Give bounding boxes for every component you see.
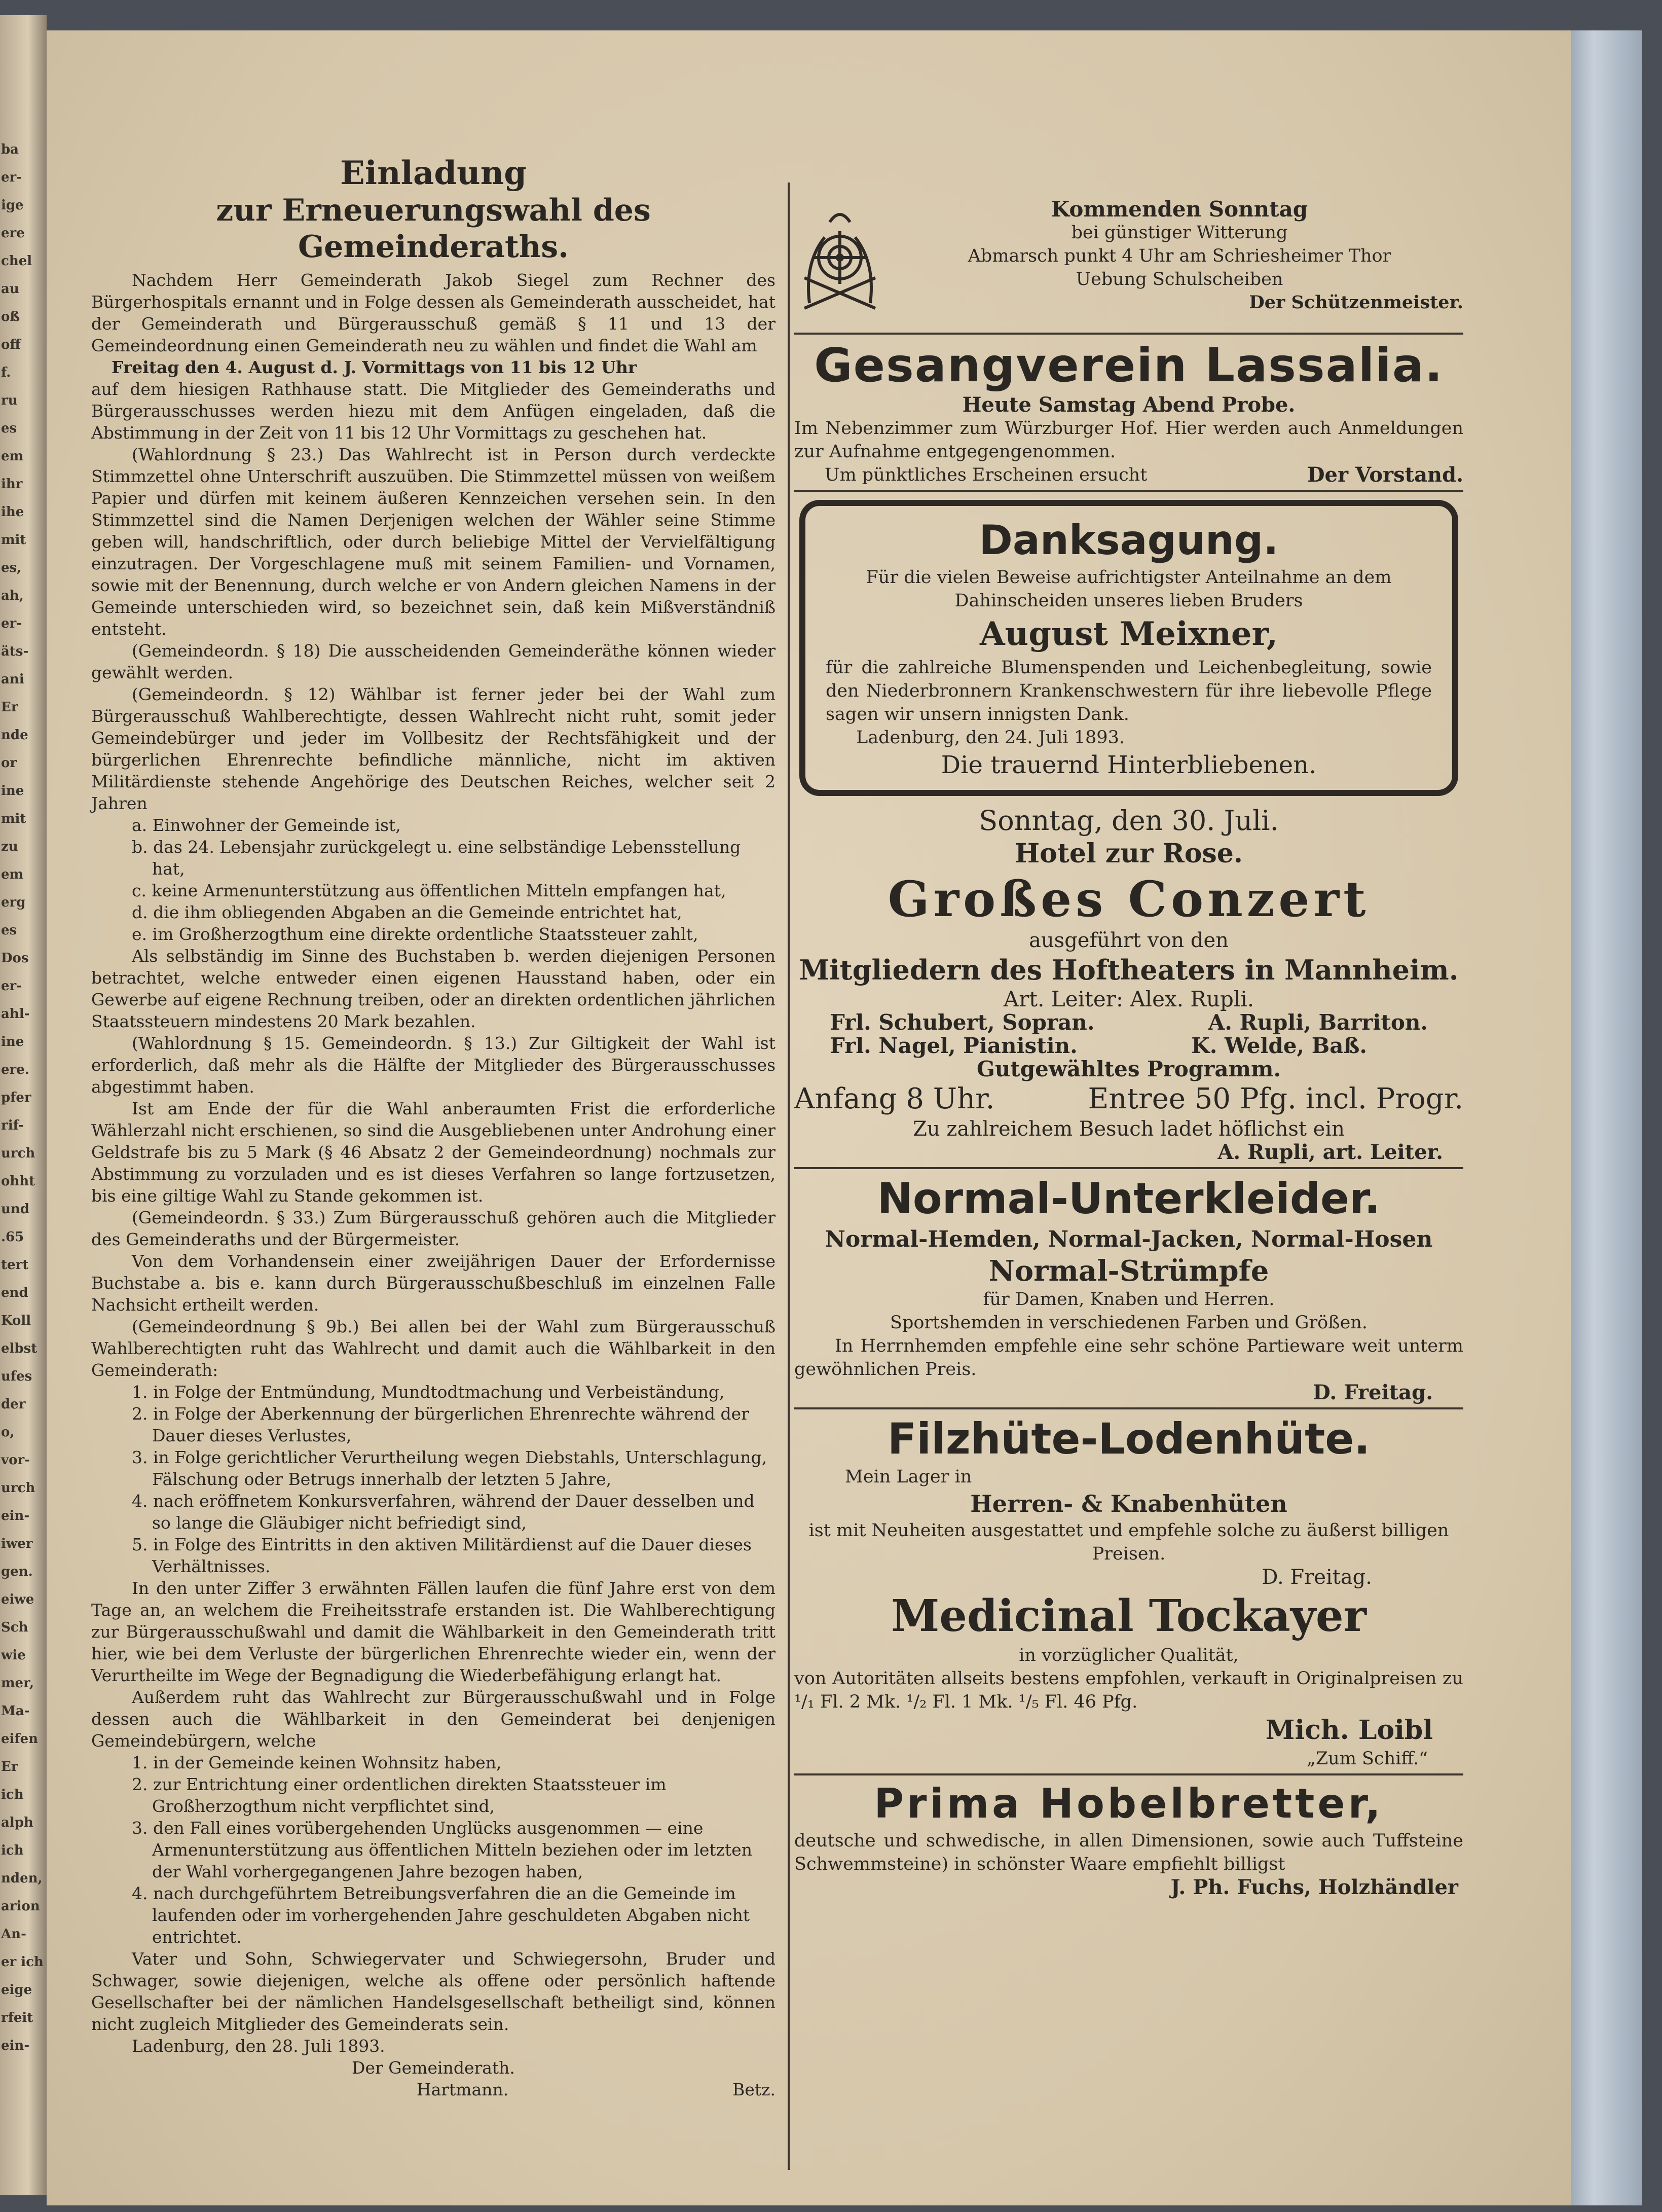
ad-performer: Frl. Schubert, Sopran. xyxy=(830,1010,1095,1035)
margin-fragment: eige xyxy=(1,1982,32,1998)
left-column xyxy=(91,155,775,2100)
margin-fragment: eifen xyxy=(1,1731,39,1747)
margin-fragment: end xyxy=(1,1285,28,1300)
margin-fragment: ine xyxy=(1,783,24,799)
list-item: e. im Großherzogthum eine direkte ordentliche Staatssteuer zahlt, xyxy=(132,924,698,944)
ad-line: Um pünktliches Erscheinen ersucht xyxy=(825,465,1148,485)
ad-line: Entree 50 Pfg. incl. Progr. xyxy=(1088,1082,1463,1115)
ad-divider xyxy=(794,333,1463,335)
ad-title: Prima Hobelbretter, xyxy=(874,1780,1384,1827)
list-item: b. das 24. Lebensjahr zurückgelegt u. eine selbständige Lebensstellung hat, xyxy=(132,837,741,879)
ad-times-row xyxy=(794,1081,1463,1117)
list-item: d. die ihm obliegenden Abgaben an die Gemeinde entrichtet hat, xyxy=(132,902,682,922)
shooting-club-emblem-icon xyxy=(794,202,885,318)
notice-paragraph: Vater und Sohn, Schwiegervater und Schwiegersohn, Bruder und Schwager, sowie diejenigen, welche als offene oder persönlich haftende Gesellschafter bei der nämlichen Handelsgesellschaft betheiligt sind, können nicht zugleich Mitglieder des Gemeinderats sein. xyxy=(91,1949,775,2034)
margin-fragment: ihe xyxy=(1,504,24,520)
list-suspension xyxy=(91,1381,775,1577)
ad-divider xyxy=(794,490,1463,492)
margin-fragment: pfer xyxy=(1,1090,31,1105)
margin-fragment: iwer xyxy=(1,1536,33,1551)
ad-signature: D. Freitag. xyxy=(1313,1381,1433,1404)
ad-line: Normal-Strümpfe xyxy=(988,1254,1269,1288)
margin-fragment: ohht xyxy=(1,1174,35,1189)
notice-paragraph: Außerdem ruht das Wahlrecht zur Bürgerausschußwahl und in Folge dessen auch die Wählbarkeit in den Gemeinderat bei denjenigen Gemeindebürgern, welche xyxy=(91,1687,775,1751)
ad-normal-unterkleider xyxy=(794,1172,1463,1404)
list-item: 4. nach durchgeführtem Betreibungsverfahren die an die Gemeinde im laufenden oder im vorhergehenden Jahre geschuldeten Abgaben nicht entrichtet. xyxy=(132,1883,750,1947)
margin-fragment: eiwe xyxy=(1,1592,34,1607)
ad-line: Uebung Schulscheiben xyxy=(1076,269,1283,289)
ad-signature: A. Rupli, art. Leiter. xyxy=(1217,1140,1443,1164)
notice-signature-row xyxy=(91,2079,775,2100)
ad-line: von Autoritäten allseits bestens empfohlen, verkauft in Originalpreisen zu ¹/₁ Fl. 2 Mk. ¹/₂ Fl. 1 Mk. ¹/₅ Fl. 46 Pfg. xyxy=(794,1669,1463,1712)
ad-line: Sportshemden in verschiedenen Farben und Größen. xyxy=(890,1313,1368,1333)
ad-title: Filzhüte-Lodenhüte. xyxy=(887,1414,1371,1464)
ad-title: Gesangverein Lassalia. xyxy=(814,338,1444,392)
ad-line: Mein Lager in xyxy=(845,1467,972,1487)
ad-schuetzen-text xyxy=(896,198,1463,314)
margin-fragment: ba xyxy=(1,142,19,157)
margin-fragment: Er xyxy=(1,1759,18,1774)
list-item: 4. nach eröffnetem Konkursverfahren, während der Dauer desselben und so lange die Gläubiger nicht befriedigt sind, xyxy=(132,1491,755,1533)
notice-signature-right: Betz. xyxy=(732,2080,775,2099)
ad-tokayer xyxy=(794,1589,1463,1770)
ad-danksagung xyxy=(799,500,1458,796)
list-eligibility xyxy=(91,814,775,945)
margin-fragment: ine xyxy=(1,1034,24,1049)
ad-line: in vorzüglicher Qualität, xyxy=(1019,1645,1239,1665)
column-divider xyxy=(788,183,790,2170)
ad-title: Kommenden Sonntag xyxy=(1051,197,1308,222)
notice-date-line: Freitag den 4. August d. J. Vormittags von 11 bis 12 Uhr xyxy=(112,357,637,377)
ad-line: ausgeführt von den xyxy=(1029,929,1229,952)
margin-fragment: em xyxy=(1,867,24,882)
margin-fragment: ein- xyxy=(1,2038,30,2053)
ad-divider xyxy=(794,1773,1463,1775)
margin-fragment: em xyxy=(1,449,24,464)
notice-place-date: Ladenburg, den 28. Juli 1893. xyxy=(132,2036,385,2056)
margin-fragment: ani xyxy=(1,672,24,687)
ad-schuetzen xyxy=(794,183,1463,330)
ad-title: Großes Conzert xyxy=(888,871,1370,928)
notice-intro: Nachdem Herr Gemeinderath Jakob Siegel zum Rechner des Bürgerhospitals ernannt und in Folge dessen als Gemeinderath ausscheidet, hat der Gemeinderath und Bürgerausschuß gemäß § 11 und 13 der Gemeindeordnung einen Gemeinderath neu zu wählen und findet die Wahl am xyxy=(91,270,775,355)
margin-fragment: er- xyxy=(1,616,22,631)
margin-fragment: f. xyxy=(1,365,11,380)
list-item: a. Einwohner der Gemeinde ist, xyxy=(132,815,401,835)
ad-line: für die zahlreiche Blumenspenden und Leichenbegleitung, sowie den Niederbronnern Krankenschwestern für ihre liebevolle Pflege sagen wir unsern innigsten Dank. xyxy=(826,658,1432,724)
margin-fragment: .65 xyxy=(1,1229,24,1245)
ad-place-date: Ladenburg, den 24. Juli 1893. xyxy=(856,728,1125,748)
ad-signature: Die trauernd Hinterbliebenen. xyxy=(941,751,1317,779)
ad-leiter: Art. Leiter: Alex. Rupli. xyxy=(1003,987,1254,1011)
ad-name: August Meixner, xyxy=(980,615,1278,653)
notice-paragraph: Von dem Vorhandensein einer zweijährigen Dauer der Erfordernisse Buchstabe a. bis e. kann durch Bürgerausschußbeschluß im einzelnen Falle Nachsicht ertheilt werden. xyxy=(91,1251,775,1315)
margin-fragment: gen. xyxy=(1,1564,33,1579)
ad-line: deutsche und schwedische, in allen Dimensionen, sowie auch Tuffsteine Schwemmsteine) in schönster Waare empfiehlt billigst xyxy=(794,1831,1463,1874)
ad-line: In Herrnhemden empfehle eine sehr schöne Partieware weit unterm gewöhnlichen Preis. xyxy=(794,1336,1463,1380)
margin-fragment: erg xyxy=(1,895,26,910)
ad-line: bei günstiger Witterung xyxy=(1071,223,1288,243)
notice-signature-name: Hartmann. xyxy=(416,2080,509,2099)
list-item: 5. in Folge des Eintritts in den aktiven Militärdienst auf die Dauer dieses Verhältnisses. xyxy=(132,1535,752,1576)
margin-fragment: er ich xyxy=(1,1954,44,1970)
notice-paragraph: (Wahlordnung § 15. Gemeindeordn. § 13.) Zur Giltigkeit der Wahl ist erforderlich, daß mehr als die Hälfte der Mitglieder des Bürgerausschusses abgestimmt haben. xyxy=(91,1033,775,1097)
margin-fragment: ich xyxy=(1,1843,24,1858)
margin-fragment: arion xyxy=(1,1899,40,1914)
ad-divider xyxy=(794,1407,1463,1409)
margin-fragment: Ma- xyxy=(1,1703,30,1719)
margin-fragment: es xyxy=(1,923,17,938)
notice-paragraph: (Gemeindeordnung § 9b.) Bei allen bei der Wahl zum Bürgerausschuß Wahlberechtigten ruht das Wahlrecht und damit auch die Wählbarkeit in den Gemeinderath: xyxy=(91,1317,775,1380)
margin-fragment: äts- xyxy=(1,644,29,659)
margin-fragment: or xyxy=(1,755,17,771)
margin-fragment: ru xyxy=(1,393,18,408)
newspaper-page xyxy=(47,30,1571,2205)
ad-lassalia xyxy=(794,338,1463,487)
ad-line: Anfang 8 Uhr. xyxy=(794,1082,995,1115)
ad-title: Danksagung. xyxy=(979,517,1279,564)
ad-line: Für die vielen Beweise aufrichtigster Anteilnahme an dem Dahinscheiden unseres lieben Bruders xyxy=(866,567,1392,611)
notice-paragraph: (Gemeindeordn. § 33.) Zum Bürgerausschuß gehören auch die Mitglieder des Gemeinderaths und der Bürgermeister. xyxy=(91,1208,775,1249)
margin-fragment: ufes xyxy=(1,1369,32,1384)
margin-fragment: o, xyxy=(1,1425,15,1440)
notice-title: Einladung xyxy=(340,154,527,192)
margin-fragment: es xyxy=(1,421,17,436)
ad-line: Normal-Hemden, Normal-Jacken, Normal-Hosen xyxy=(825,1226,1433,1252)
ad-divider xyxy=(794,1167,1463,1169)
margin-fragment: Koll xyxy=(1,1313,31,1328)
margin-fragment: urch xyxy=(1,1480,35,1496)
margin-fragment: ah, xyxy=(1,588,24,603)
margin-fragment: Dos xyxy=(1,951,29,966)
margin-fragment: mit xyxy=(1,532,26,548)
margin-fragment: ere xyxy=(1,226,25,241)
list-item: 2. zur Entrichtung einer ordentlichen direkten Staatssteuer im Großherzogthum nicht verpflichtet sind, xyxy=(132,1774,667,1816)
ad-signature: Der Vorstand. xyxy=(1307,463,1463,487)
ad-line: Herren- & Knabenhüten xyxy=(970,1490,1287,1517)
binding-backing xyxy=(1561,30,1642,2205)
ad-filzhuete xyxy=(794,1412,1463,1589)
margin-fragment: ihr xyxy=(1,477,23,492)
list-item: c. keine Armenunterstützung aus öffentlichen Mitteln empfangen hat, xyxy=(132,881,726,900)
margin-fragment: nde xyxy=(1,728,28,743)
notice-paragraph: (Gemeindeordn. § 18) Die ausscheidenden Gemeinderäthe können wieder gewählt werden. xyxy=(91,641,775,682)
margin-fragment: chel xyxy=(1,253,32,269)
ad-performer: Frl. Nagel, Pianistin. xyxy=(830,1033,1078,1058)
margin-fragment: rfeit xyxy=(1,2010,33,2025)
ad-line: Im Nebenzimmer zum Würzburger Hof. Hier werden auch Anmeldungen zur Aufnahme entgegengenommen. xyxy=(794,418,1463,462)
notice-paragraph: auf dem hiesigen Rathhause statt. Die Mitglieder des Gemeinderaths und Bürgerausschusses werden hiezu mit dem Anfügen eingeladen, daß die Abstimmung in der Zeit von 11 bis 12 Uhr Vormittags zu geschehen hat. xyxy=(91,379,775,443)
margin-fragment: oß xyxy=(1,309,20,324)
margin-fragment: ahl- xyxy=(1,1006,30,1022)
margin-fragment: er- xyxy=(1,978,22,994)
margin-fragment: alph xyxy=(1,1815,33,1830)
list-item: 3. in Folge gerichtlicher Verurtheilung wegen Diebstahls, Unterschlagung, Fälschung oder Betrugs innerhalb der letzten 5 Jahre, xyxy=(132,1447,767,1489)
ad-performers-row xyxy=(794,1011,1463,1034)
previous-page-edge xyxy=(0,15,47,2195)
ad-title: Medicinal Tockayer xyxy=(891,1590,1366,1642)
notice-paragraph: (Wahlordnung § 23.) Das Wahlrecht ist in Person durch verdeckte Stimmzettel ohne Unterschrift auszuüben. Die Stimmzettel müssen von weißem Papier und dürfen mit keinem äußeren Kennzeichen versehen sein. In den Stimmzettel sind die Namen Derjenigen welchen der Wähler seine Stimme geben will, handschriftlich, oder durch beliebige Mittel der Vervielfältigung einzutragen. Der Vorgeschlagene muß mit seinem Familien- und Vornamen, sowie mit der Benennung, durch welche er von Andern gleichen Namens in der Gemeinde unterschieden wird, so bezeichnet sein, daß kein Mißverständniß entsteht. xyxy=(91,445,775,639)
margin-fragment: ein- xyxy=(1,1508,30,1524)
ad-signature: D. Freitag. xyxy=(1262,1566,1372,1589)
margin-fragment: An- xyxy=(1,1927,26,1942)
margin-fragment: tert xyxy=(1,1257,29,1273)
ad-line-row xyxy=(794,463,1463,487)
margin-fragment: zu xyxy=(1,839,18,854)
list-exclusion xyxy=(91,1752,775,1948)
margin-fragment: elbst xyxy=(1,1341,38,1356)
ad-signature: J. Ph. Fuchs, Holzhändler xyxy=(1170,1875,1458,1899)
notice-paragraph: Ist am Ende der für die Wahl anberaumten Frist die erforderliche Wählerzahl nicht erschienen, so sind die Ausgebliebenen unter Androhung einer Geldstrafe bis zu 5 Mark (§ 46 Absatz 2 der Gemeindeordnung) nochmals zur Abstimmung zu vorzuladen und es ist dieses Verfahren so lange fortzusetzen, bis eine giltige Wahl zu Stande gekommen ist. xyxy=(91,1099,775,1206)
ad-konzert xyxy=(794,804,1463,1164)
ad-signature: Mich. Loibl xyxy=(1265,1715,1433,1746)
margin-fragment: vor- xyxy=(1,1453,30,1468)
ad-line: für Damen, Knaben und Herren. xyxy=(983,1289,1275,1310)
ad-signature: Der Schützenmeister. xyxy=(1249,292,1463,313)
margin-fragment: rif- xyxy=(1,1118,24,1133)
right-column xyxy=(794,183,1463,1899)
margin-fragment: Sch xyxy=(1,1620,28,1635)
ad-line: ist mit Neuheiten ausgestattet und empfehle solche zu äußerst billigen Preisen. xyxy=(808,1520,1449,1564)
margin-fragment: au xyxy=(1,281,19,297)
margin-fragment: Er xyxy=(1,700,18,715)
ad-hobelbretter xyxy=(794,1779,1463,1899)
notice-subtitle: zur Erneuerungswahl des Gemeinderaths. xyxy=(216,193,651,265)
notice-paragraph: (Gemeindeordn. § 12) Wählbar ist ferner jeder bei der Wahl zum Bürgerausschuß Wahlberechtigte, dessen Wahlrecht nicht ruht, somit jeder Gemeindebürger und jeder im Vollbesitz der Rechtsfähigkeit und der bürgerlichen Ehrenrechte befindliche männliche, nicht im aktiven Militärdienste stehende Angehörige des Deutschen Reiches, welcher seit 2 Jahren xyxy=(91,684,775,813)
margin-fragment: mer, xyxy=(1,1676,34,1691)
ad-performer: A. Rupli, Barriton. xyxy=(1208,1010,1428,1035)
ad-date: Sonntag, den 30. Juli. xyxy=(979,805,1279,837)
ad-title: Normal-Unterkleider. xyxy=(877,1174,1381,1223)
margin-fragment: ere. xyxy=(1,1062,29,1077)
list-item: 1. in der Gemeinde keinen Wohnsitz haben, xyxy=(132,1753,502,1772)
ad-line: Abmarsch punkt 4 Uhr am Schriesheimer Thor xyxy=(968,246,1391,266)
margin-fragment: nden, xyxy=(1,1871,43,1886)
ad-line: Heute Samstag Abend Probe. xyxy=(962,393,1296,417)
ad-line: Mitgliedern des Hoftheaters in Mannheim. xyxy=(799,954,1459,986)
margin-fragment: es, xyxy=(1,560,22,575)
list-item: 2. in Folge der Aberkennung der bürgerlichen Ehrenrechte während der Dauer dieses Verlustes, xyxy=(132,1404,749,1445)
margin-fragment: urch xyxy=(1,1146,35,1161)
margin-fragment: der xyxy=(1,1397,26,1412)
margin-fragment: ige xyxy=(1,198,24,213)
margin-fragment: wie xyxy=(1,1648,26,1663)
ad-line: Gutgewähltes Programm. xyxy=(976,1057,1281,1081)
notice-paragraph: In den unter Ziffer 3 erwähnten Fällen laufen die fünf Jahre erst von dem Tage an, an welchem die Freiheitsstrafe erstanden ist. Die Wahlberechtigung zur Bürgerausschußwahl und damit die Wählbarkeit in den Gemeinderath tritt hier, wie bei dem Verluste der bürgerlichen Ehrenrechte wieder ein, wenn der Verurtheilte im Wege der Begnadigung die Wiederbefähigung erlangt hat. xyxy=(91,1578,775,1685)
margin-fragment: off xyxy=(1,337,21,352)
ad-performer: K. Welde, Baß. xyxy=(1191,1033,1367,1058)
margin-fragment: mit xyxy=(1,811,26,826)
list-item: 3. den Fall eines vorübergehenden Unglücks ausgenommen — eine Armenunterstützung aus öffentlichen Mitteln beziehen oder im letzten der Wahl vorhergegangenen Jahre bezogen haben, xyxy=(132,1818,753,1881)
margin-fragment: und xyxy=(1,1202,29,1217)
margin-fragment: er- xyxy=(1,170,22,185)
ad-performers-row xyxy=(794,1034,1463,1058)
margin-fragment: ich xyxy=(1,1787,24,1802)
list-item: 1. in Folge der Entmündung, Mundtodtmachung und Verbeiständung, xyxy=(132,1382,725,1402)
notice-paragraph: Als selbständig im Sinne des Buchstaben b. werden diejenigen Personen betrachtet, welche entweder einen eigenen Hausstand haben, oder ein Gewerbe auf eigene Rechnung treiben, oder an direkten ordentlichen jährlichen Staatssteuern mindestens 20 Mark bezahlen. xyxy=(91,946,775,1031)
notice-signature-org: Der Gemeinderath. xyxy=(352,2058,515,2078)
ad-line: Zu zahlreichem Besuch ladet höflichst ein xyxy=(913,1117,1345,1141)
ad-signature-sub: „Zum Schiff.“ xyxy=(1306,1749,1428,1769)
ad-venue: Hotel zur Rose. xyxy=(1015,838,1243,869)
